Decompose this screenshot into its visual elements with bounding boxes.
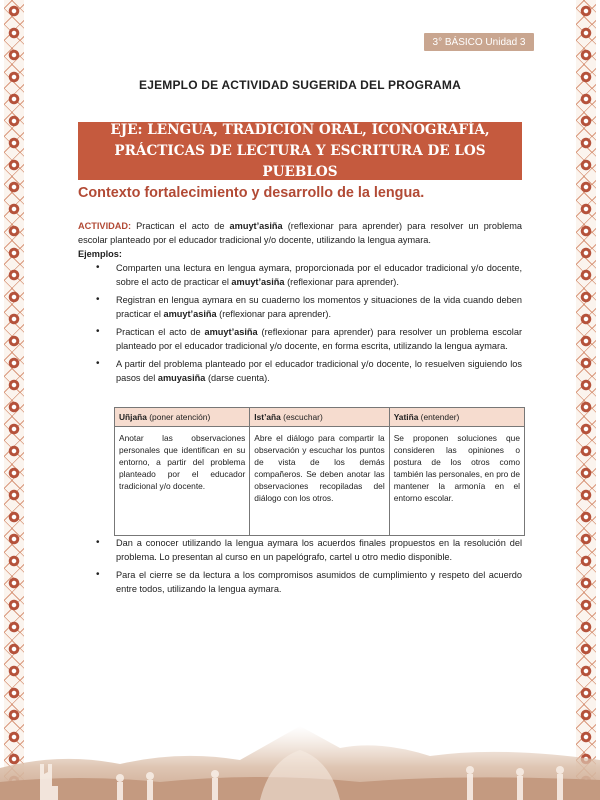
table-cell: Abre el diálogo para compartir la observación y escuchar los puntos de vista de los demás compañeros. Se deben anotar las observaciones recopiladas del diálogo con los otros. [250, 427, 389, 536]
table-header-row [115, 408, 525, 427]
example-text: (darse cuenta). [205, 373, 270, 383]
activity-text-b: (reflexionar para aprender) para resolver un problema escolar planteado por el educador tradicional y/o docente, utilizando la lengua aymara. [78, 221, 523, 245]
example-text: (reflexionar para aprender) para resolver un problema escolar planteado por el educador tradicional y/o docente, en forma escrita, utilizando la lengua aymara. [116, 327, 522, 351]
table-cell: Se proponen soluciones que consideren las opiniones o postura de los otros como también las personales, en pro de mantener la armonía en el entorno escolar. [389, 427, 524, 536]
example-text: Comparten una lectura en lengua aymara, proporcionada por el educador tradicional y/o docente, sobre el acto de practicar el [116, 263, 522, 287]
header-gloss: (escuchar) [280, 412, 323, 422]
closing-item: • Dan a conocer utilizando la lengua aymara los acuerdos finales propuestos en la resolución del problema. Lo presentan al curso en un papelógrafo, cartel u otro medio disponible. [78, 536, 522, 564]
unit-badge: 3° BÁSICO Unidad 3 [424, 33, 534, 51]
header-gloss: (poner atención) [146, 412, 211, 422]
example-item [78, 357, 522, 385]
activity-text-a: Practican el acto de [131, 221, 230, 231]
example-item [78, 325, 522, 353]
steps-table [114, 407, 525, 536]
example-text: A partir del problema planteado por el educador tradicional y/o docente, lo resuelven siguiendo los pasos del [116, 359, 522, 383]
example-text: (reflexionar para aprender). [284, 277, 399, 287]
example-text: (reflexionar para aprender). [216, 309, 332, 319]
header-term: Yatiña [393, 412, 419, 422]
decorative-border-left [4, 0, 24, 800]
example-text: Practican el acto de [116, 327, 205, 337]
activity-paragraph [78, 219, 522, 247]
decorative-border-right [576, 0, 596, 800]
landscape-illustration [0, 690, 600, 800]
activity-content [78, 219, 522, 389]
closing-list [78, 536, 522, 596]
example-term: amuyasiña [157, 373, 206, 383]
example-term: amuyt’asiña [231, 277, 285, 287]
axis-line-2: PRÁCTICAS DE LECTURA Y ESCRITURA DE LOS PUEBLOS [114, 142, 486, 180]
table-header-cell [250, 408, 389, 427]
axis-line-1: EJE: LENGUA, TRADICIÓN ORAL, ICONOGRAFÍA, [110, 121, 490, 138]
table-row [115, 427, 525, 536]
example-term: amuyt’asiña [204, 327, 258, 337]
header-term: Uñjaña [119, 412, 147, 422]
page-subtitle: EJEMPLO DE ACTIVIDAD SUGERIDA DEL PROGRAMA [139, 78, 461, 92]
table-header-cell [389, 408, 524, 427]
section-title: Contexto fortalecimiento y desarrollo de la lengua. [78, 185, 425, 201]
example-item [78, 261, 522, 289]
header-gloss: (entender) [418, 412, 460, 422]
activity-label: ACTIVIDAD: [78, 221, 132, 231]
examples-list [78, 261, 522, 385]
examples-label: Ejemplos: [78, 249, 122, 259]
example-text: Registran en lengua aymara en su cuaderno los momentos y situaciones de la vida cuando deben practicar el [116, 295, 522, 319]
axis-banner [78, 122, 522, 180]
example-item [78, 293, 522, 321]
example-term: amuyt’asiña [163, 309, 217, 319]
closing-content [78, 536, 522, 600]
closing-item: • Para el cierre se da lectura a los compromisos asumidos de cumplimiento y respeto del acuerdo entre todos, utilizando la lengua aymara. [78, 568, 522, 596]
table-header-cell [115, 408, 250, 427]
activity-term: amuyt’asiña [229, 221, 283, 231]
table-cell: Anotar las observaciones personales que identifican en su entorno, a partir del problema planteado por el educador tradicional y/o docente. [115, 427, 250, 536]
header-term: Ist’aña [254, 412, 281, 422]
